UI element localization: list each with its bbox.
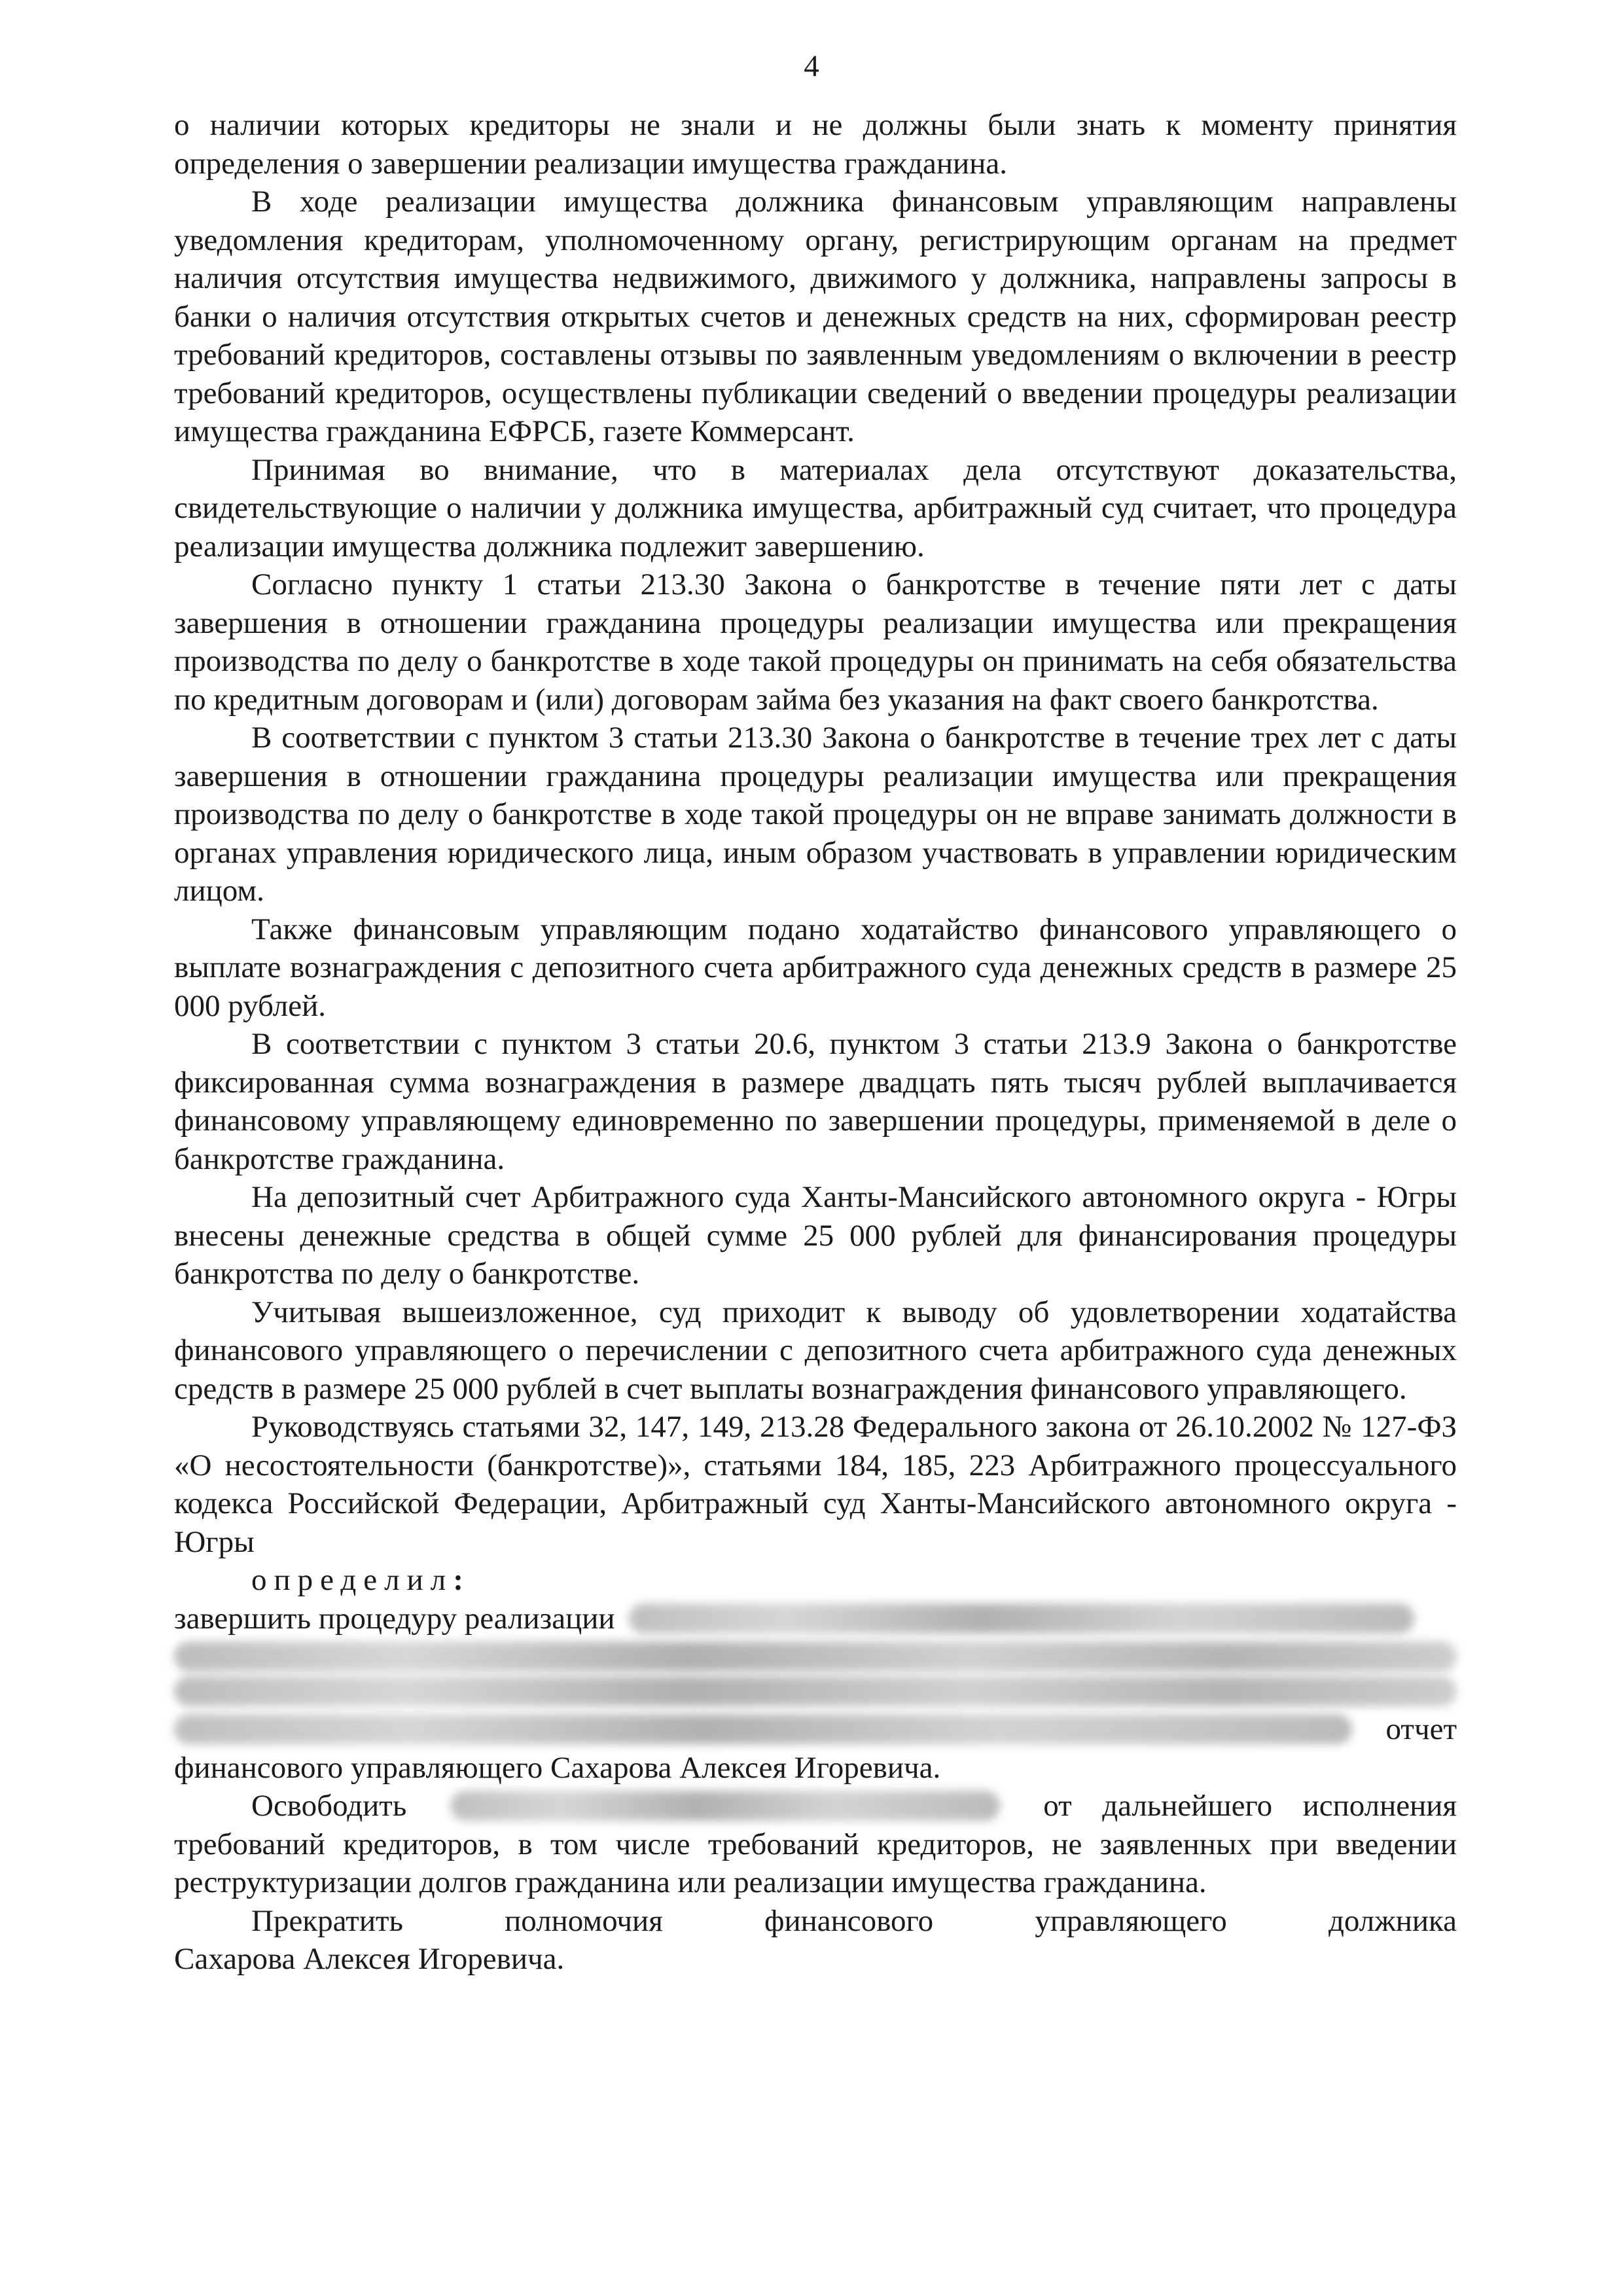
operative-complete-line-1 [174, 1600, 1457, 1638]
decision-word: определил [251, 1563, 454, 1597]
paragraph-article-213-30-p3: В соответствии с пунктом 3 статьи 213.30 Закона о банкротстве в течение трех лет с даты завершения в отношении гражданина процедуры реализации имущества или прекращения производства по делу о банкротстве в ходе такой процедуры он не вправе занимать должности в органах управления юридического лица, иным образом участвовать в управлении юридическим лицом. [174, 721, 1457, 908]
redacted-debtor-address [174, 1714, 1352, 1744]
document-body [174, 106, 1457, 1979]
operative-complete-tail: отчет [1385, 1712, 1457, 1746]
decision-colon: : [453, 1563, 471, 1597]
page-number: 4 [804, 49, 819, 83]
operative-terminate-end: Сахарова Алексея Игоревича. [174, 1942, 565, 1976]
paragraph-deposit: На депозитный счет Арбитражного суда Ханты-Мансийского автономного округа - Югры внесены денежные средства в общей сумме 25 000 рублей для финансирования процедуры банкротства по делу о банкротстве. [174, 1180, 1457, 1291]
redacted-debtor-details-1 [174, 1641, 1457, 1672]
operative-complete-line-4 [174, 1710, 1457, 1749]
operative-complete-start: завершить процедуру реализации [174, 1601, 615, 1636]
paragraph-fee-petition: Также финансовым управляющим подано ходатайство финансового управляющего о выплате вознаграждения с депозитного счета арбитражного суда денежных средств в размере 25 000 рублей. [174, 912, 1457, 1023]
operative-release-rest: от дальнейшего исполнения требований кредиторов, в том числе требований кредиторов, не заявленных при введении реструктуризации долгов гражданина или реализации имущества гражданина. [174, 1789, 1457, 1899]
paragraph-fee-law: В соответствии с пунктом 3 статьи 20.6, пунктом 3 статьи 213.9 Закона о банкротстве фиксированная сумма вознаграждения в размере двадцать пять тысяч рублей выплачивается финансовому управляющему единовременно по завершении процедуры, применяемой в деле о банкротстве гражданина. [174, 1027, 1457, 1176]
operative-terminate: Прекратить полномочия финансового управляющего должника [251, 1903, 1457, 1938]
operative-release [174, 1787, 1457, 1902]
paragraph-no-property: Принимая во внимание, что в материалах дела отсутствуют доказательства, свидетельствующие о наличии у должника имущества, арбитражный суд считает, что процедура реализации имущества должника подлежит завершению. [174, 452, 1457, 564]
operative-release-start: Освободить [251, 1789, 407, 1823]
redacted-debtor-name-2 [450, 1791, 1000, 1821]
redacted-debtor-name [629, 1604, 1414, 1634]
redacted-debtor-details-2 [174, 1676, 1457, 1706]
paragraph-conclusion: Учитывая вышеизложенное, суд приходит к выводу об удовлетворении ходатайства финансового управляющего о перечислении с депозитного счета арбитражного суда денежных средств в размере 25 000 рублей в счет выплаты вознаграждения финансового управляющего. [174, 1295, 1457, 1406]
operative-complete [174, 1600, 1457, 1787]
decision-heading [174, 1561, 1457, 1600]
paragraph-legal-basis: Руководствуясь статьями 32, 147, 149, 213.28 Федерального закона от 26.10.2002 № 127-ФЗ «О несостоятельности (банкротстве)», статьями 184, 185, 223 Арбитражного процессуального кодекса Российской Федерации, Арбитражный суд Ханты-Мансийского автономного округа - Югры [174, 1410, 1457, 1559]
paragraph-procedure-actions: В ходе реализации имущества должника финансовым управляющим направлены уведомления кредиторам, уполномоченному органу, регистрирующим органам на предмет наличия отсутствия имущества недвижимого, движимого у должника, направлены запросы в банки о наличия отсутствия открытых счетов и денежных средств на них, сформирован реестр требований кредиторов, составлены отзывы по заявленным уведомлениям о включении в реестр требований кредиторов, осуществлены публикации сведений о введении процедуры реализации имущества гражданина ЕФРСБ, газете Коммерсант. [174, 185, 1457, 448]
paragraph-continuation: о наличии которых кредиторы не знали и не должны были знать к моменту принятия определения о завершении реализации имущества гражданина. [174, 108, 1457, 181]
paragraph-article-213-30-p1: Согласно пункту 1 статьи 213.30 Закона о банкротстве в течение пяти лет с даты завершения в отношении гражданина процедуры реализации имущества или прекращения производства по делу о банкротстве в ходе такой процедуры он принимать на себя обязательства по кредитным договорам и (или) договорам займа без указания на факт своего банкротства. [174, 567, 1457, 717]
operative-complete-end: финансового управляющего Сахарова Алексея Игоревича. [174, 1750, 941, 1785]
